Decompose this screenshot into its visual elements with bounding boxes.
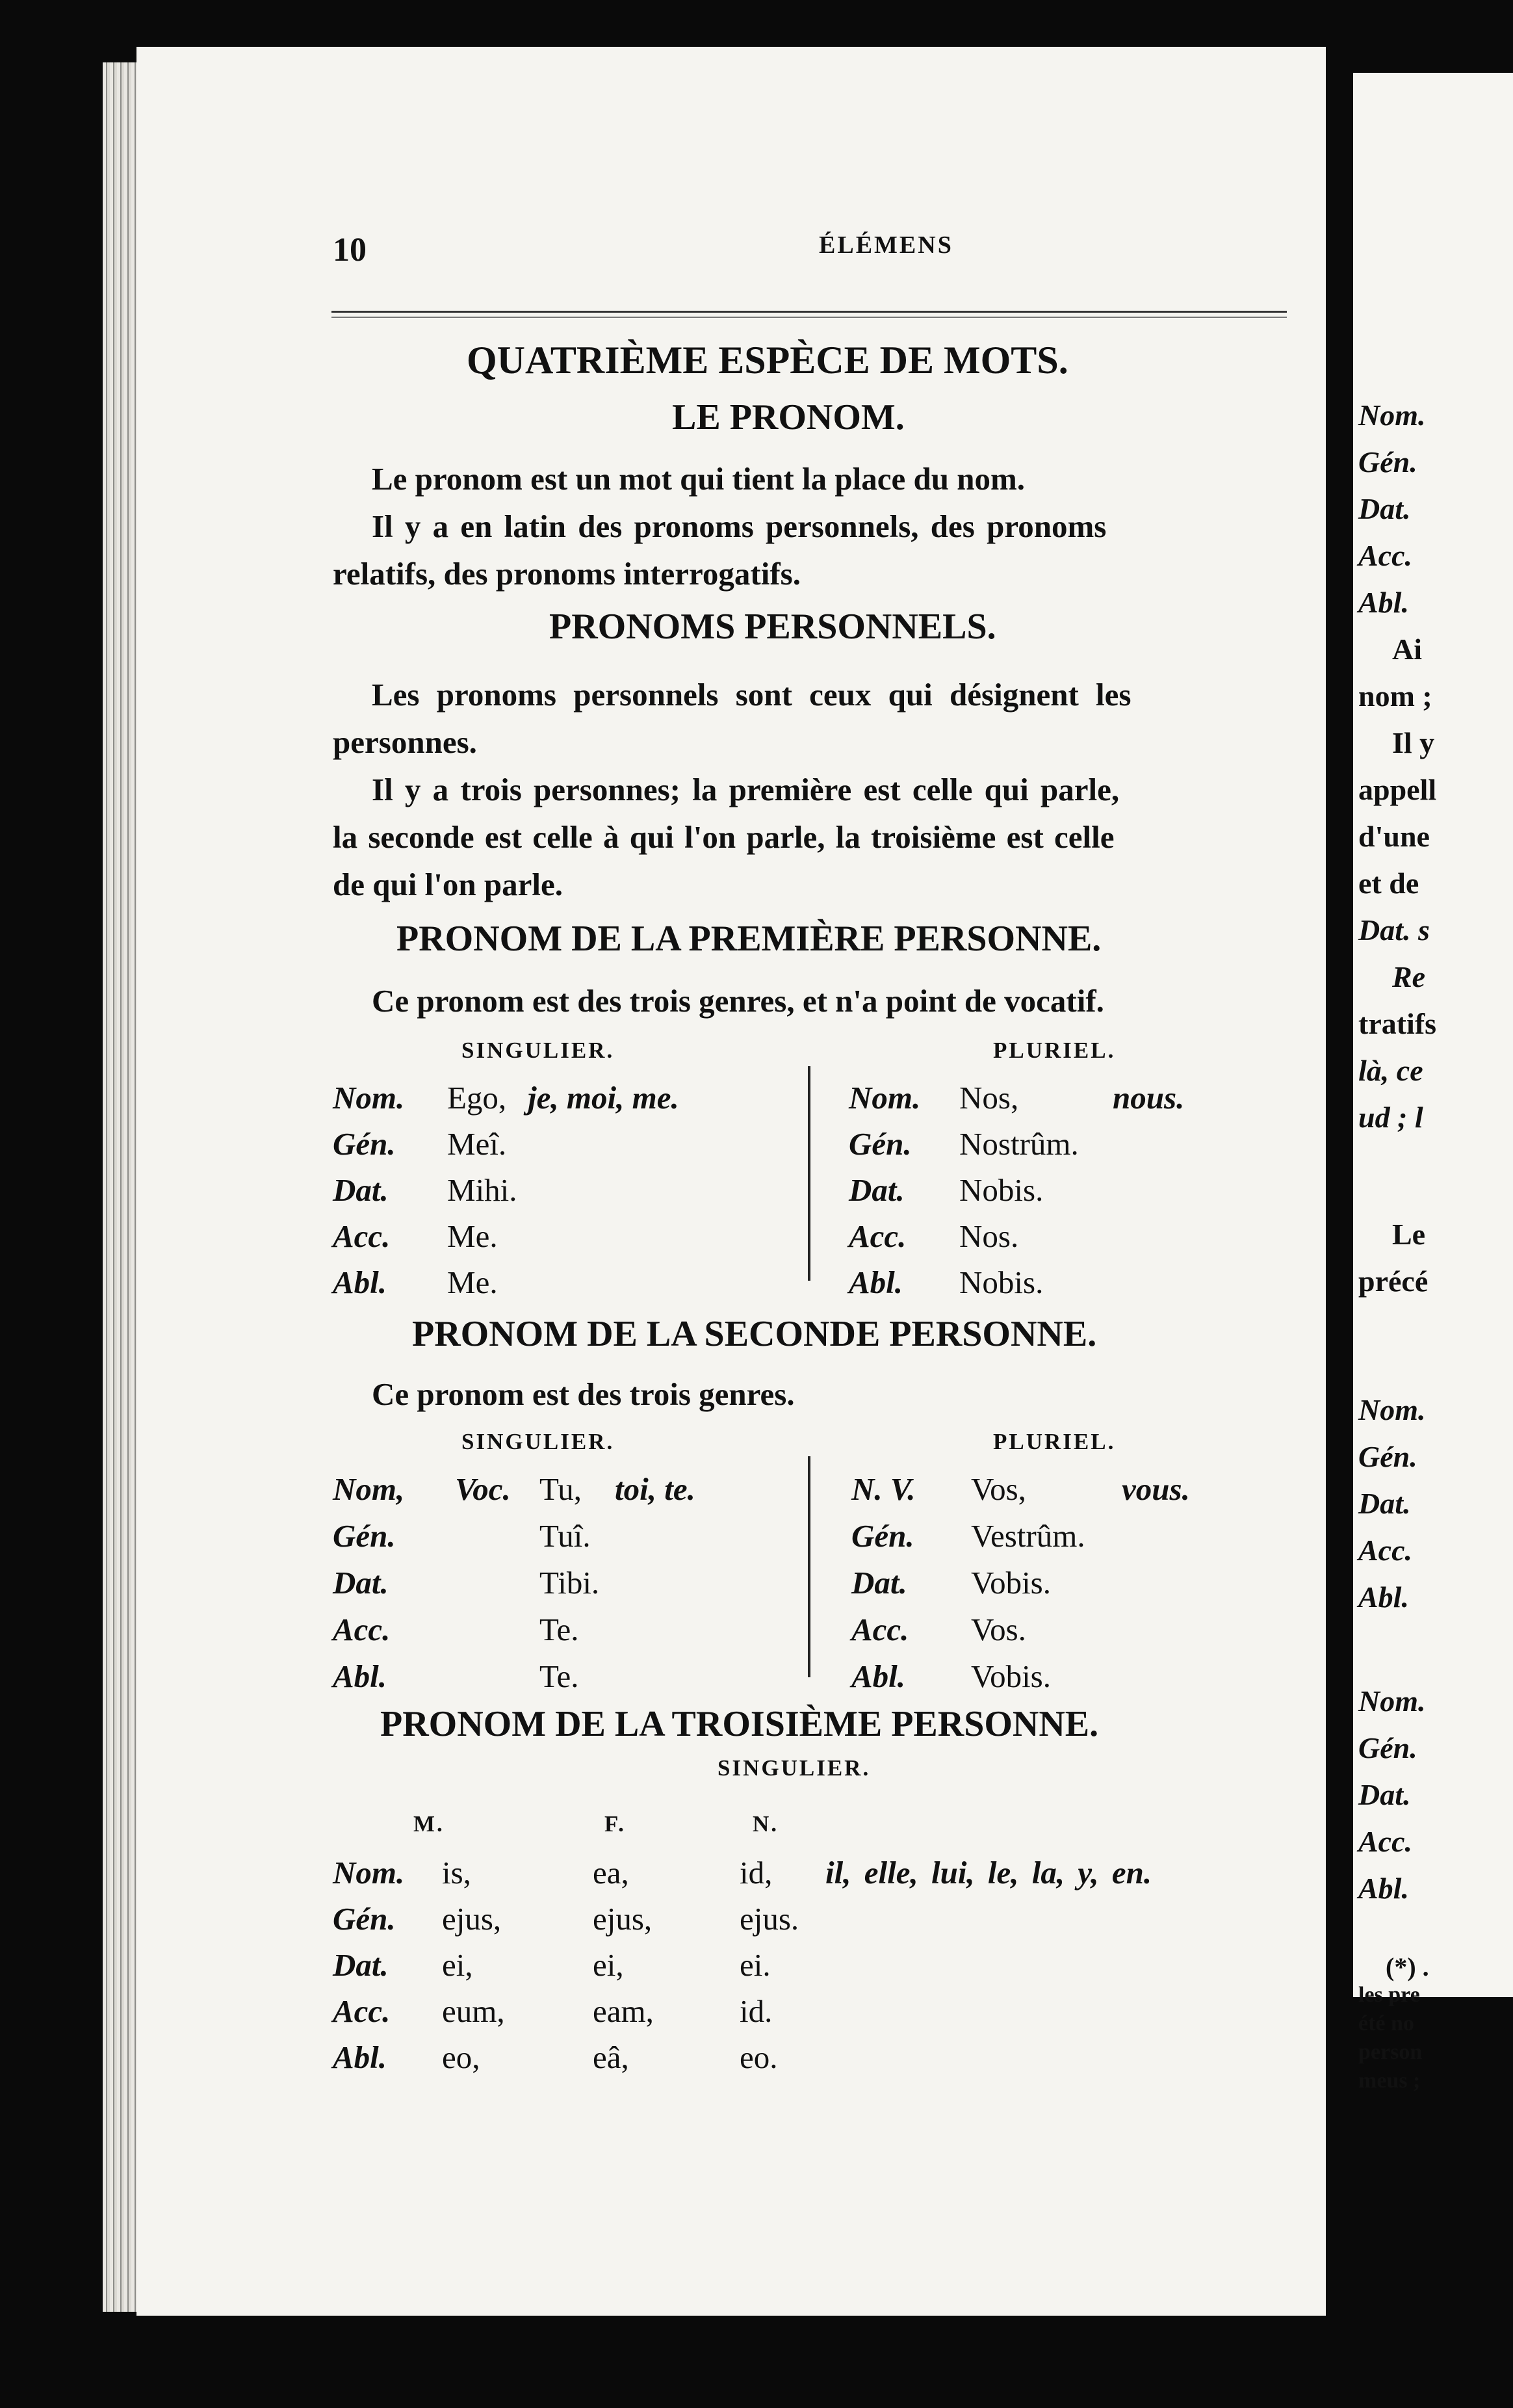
neuter-form: id.	[740, 1993, 773, 2029]
plural-label: PLURIEL.	[993, 1429, 1116, 1454]
section-title: QUATRIÈME ESPÈCE DE MOTS.	[467, 339, 1068, 382]
third-person-title: PRONOM DE LA TROISIÈME PERSONNE.	[380, 1704, 1099, 1744]
french-gloss: il, elle, lui, le, la, y, en.	[825, 1855, 1152, 1891]
case-label: Gén.	[849, 1126, 912, 1162]
feminine-form: eâ,	[593, 2039, 629, 2075]
singular-label: SINGULIER.	[461, 1038, 615, 1063]
first-person-title: PRONOM DE LA PREMIÈRE PERSONNE.	[396, 919, 1102, 959]
fragment-text: meus ;	[1358, 2069, 1421, 2093]
plural-label: PLURIEL.	[993, 1038, 1116, 1063]
case-label: Abl.	[333, 2039, 387, 2075]
neuter-form: ei.	[740, 1947, 771, 1983]
latin-form: Vobis.	[971, 1565, 1052, 1601]
latin-form: Nos.	[959, 1218, 1019, 1254]
latin-form: Vos.	[971, 1612, 1026, 1647]
fragment-text: été no	[1358, 2011, 1414, 2035]
feminine-form: ei,	[593, 1947, 624, 1983]
section-subtitle: LE PRONOM.	[672, 397, 905, 438]
fragment-text: (*) .	[1386, 1952, 1429, 1982]
page-number: 10	[333, 231, 367, 268]
paragraph-line: la seconde est celle à qui l'on parle, la troisième est celle	[333, 819, 1115, 855]
fragment-text: Abl.	[1358, 1580, 1409, 1614]
latin-form: Meî.	[447, 1126, 507, 1162]
fragment-text: ud ; l	[1358, 1101, 1423, 1134]
fragment-text: Acc.	[1358, 539, 1413, 572]
fragment-text: Gén.	[1358, 445, 1417, 478]
latin-form: Tuî.	[539, 1518, 591, 1554]
fragment-text: et de	[1358, 867, 1419, 900]
column-divider	[808, 1456, 810, 1677]
latin-form: Tibi.	[539, 1565, 600, 1601]
neuter-form: ejus.	[740, 1901, 799, 1937]
fragment-text: les pre	[1358, 1983, 1420, 2007]
latin-form: Te.	[539, 1658, 579, 1694]
fragment-text: Abl.	[1358, 1872, 1409, 1905]
masculine-form: eo,	[442, 2039, 480, 2075]
fragment-text: Dat. s	[1358, 913, 1430, 947]
case-label: Abl.	[849, 1264, 903, 1300]
latin-form: Vos,	[971, 1471, 1026, 1507]
case-label: Dat.	[333, 1565, 389, 1601]
book-page	[136, 47, 1326, 2316]
fragment-text: Nom.	[1358, 399, 1426, 432]
latin-form: Nos,	[959, 1080, 1019, 1116]
french-gloss: je, moi, me.	[528, 1080, 679, 1116]
gender-neuter: N.	[753, 1811, 779, 1837]
case-label: Abl.	[333, 1658, 387, 1694]
paragraph-line: relatifs, des pronoms interrogatifs.	[333, 556, 801, 592]
neuter-form: id,	[740, 1855, 773, 1891]
facing-page-fragment	[1353, 73, 1513, 1997]
masculine-form: is,	[442, 1855, 471, 1891]
fragment-text: Acc.	[1358, 1534, 1413, 1567]
page-stack-edge	[103, 62, 139, 2312]
fragment-text: Nom.	[1358, 1684, 1426, 1718]
feminine-form: ea,	[593, 1855, 629, 1891]
fragment-text: Ai	[1392, 633, 1422, 666]
case-label: Acc.	[333, 1612, 391, 1647]
paragraph-line: Les pronoms personnels sont ceux qui désignent les	[372, 677, 1132, 713]
masculine-form: ejus,	[442, 1901, 502, 1937]
french-gloss: toi, te.	[615, 1471, 695, 1507]
singular-label: SINGULIER.	[461, 1429, 615, 1454]
paragraph-line: de qui l'on parle.	[333, 867, 563, 902]
latin-form: Mihi.	[447, 1172, 517, 1208]
gender-masculine: M.	[413, 1811, 445, 1837]
first-person-note: Ce pronom est des trois genres, et n'a point de vocatif.	[372, 983, 1104, 1019]
personal-title: PRONOMS PERSONNELS.	[549, 607, 996, 647]
fragment-text: Nom.	[1358, 1393, 1426, 1426]
case-label: Acc.	[851, 1612, 909, 1647]
case-label: Nom.	[333, 1080, 405, 1116]
fragment-text: Dat.	[1358, 1487, 1411, 1520]
masculine-form: eum,	[442, 1993, 505, 2029]
case-label: Nom.	[333, 1855, 405, 1891]
fragment-text: Gén.	[1358, 1731, 1417, 1764]
case-label: Acc.	[849, 1218, 907, 1254]
case-label: Acc.	[333, 1993, 391, 2029]
case-label: Gén.	[851, 1518, 914, 1554]
case-label: Abl.	[333, 1264, 387, 1300]
fragment-text: d'une	[1358, 820, 1430, 853]
paragraph-line: personnes.	[333, 724, 477, 760]
latin-form: Nobis.	[959, 1172, 1044, 1208]
case-label: Gén.	[333, 1901, 396, 1937]
paragraph-line: Il y a en latin des pronoms personnels, des pronoms	[372, 508, 1107, 544]
feminine-form: ejus,	[593, 1901, 653, 1937]
running-title: ÉLÉMENS	[819, 231, 953, 259]
case-label: Dat.	[333, 1947, 389, 1983]
header-rule	[331, 311, 1287, 318]
french-gloss: nous.	[1113, 1080, 1185, 1116]
paragraph-line: Il y a trois personnes; la première est celle qui parle,	[372, 772, 1120, 807]
second-person-title: PRONOM DE LA SECONDE PERSONNE.	[412, 1314, 1097, 1354]
singular-label: SINGULIER.	[718, 1755, 871, 1781]
fragment-text: person	[1358, 2040, 1423, 2064]
case-label: Acc.	[333, 1218, 391, 1254]
fragment-text: appell	[1358, 773, 1437, 806]
vocative-label: Voc.	[455, 1471, 511, 1507]
latin-form: Vobis.	[971, 1658, 1052, 1694]
latin-form: Me.	[447, 1218, 498, 1254]
case-label: Gén.	[333, 1518, 396, 1554]
case-label: Nom.	[849, 1080, 921, 1116]
masculine-form: ei,	[442, 1947, 473, 1983]
feminine-form: eam,	[593, 1993, 654, 2029]
fragment-text: là, ce	[1358, 1054, 1423, 1087]
fragment-text: Dat.	[1358, 492, 1411, 525]
fragment-text: tratifs	[1358, 1007, 1437, 1040]
latin-form: Ego,	[447, 1080, 507, 1116]
fragment-text: Dat.	[1358, 1778, 1411, 1811]
case-label: Gén.	[333, 1126, 396, 1162]
latin-form: Me.	[447, 1264, 498, 1300]
case-label: Dat.	[849, 1172, 905, 1208]
fragment-text: Gén.	[1358, 1440, 1417, 1473]
latin-form: Vestrûm.	[971, 1518, 1085, 1554]
latin-form: Nobis.	[959, 1264, 1044, 1300]
latin-form: Tu,	[539, 1471, 582, 1507]
fragment-text: Acc.	[1358, 1825, 1413, 1858]
fragment-text: Re	[1392, 960, 1426, 993]
fragment-text: Le	[1392, 1218, 1426, 1251]
fragment-text: Il y	[1392, 726, 1435, 759]
fragment-text: nom ;	[1358, 679, 1432, 713]
french-gloss: vous.	[1122, 1471, 1190, 1507]
case-label: Abl.	[851, 1658, 906, 1694]
fragment-text: Abl.	[1358, 586, 1409, 619]
case-label: Nom,	[333, 1471, 405, 1507]
second-person-note: Ce pronom est des trois genres.	[372, 1376, 795, 1412]
gender-feminine: F.	[604, 1811, 626, 1837]
fragment-text: précé	[1358, 1264, 1429, 1298]
latin-form: Te.	[539, 1612, 579, 1647]
case-label: Dat.	[851, 1565, 907, 1601]
case-label: Dat.	[333, 1172, 389, 1208]
latin-form: Nostrûm.	[959, 1126, 1079, 1162]
case-label: N. V.	[851, 1471, 916, 1507]
neuter-form: eo.	[740, 2039, 778, 2075]
paragraph-line: Le pronom est un mot qui tient la place du nom.	[372, 461, 1026, 497]
column-divider	[808, 1066, 810, 1281]
